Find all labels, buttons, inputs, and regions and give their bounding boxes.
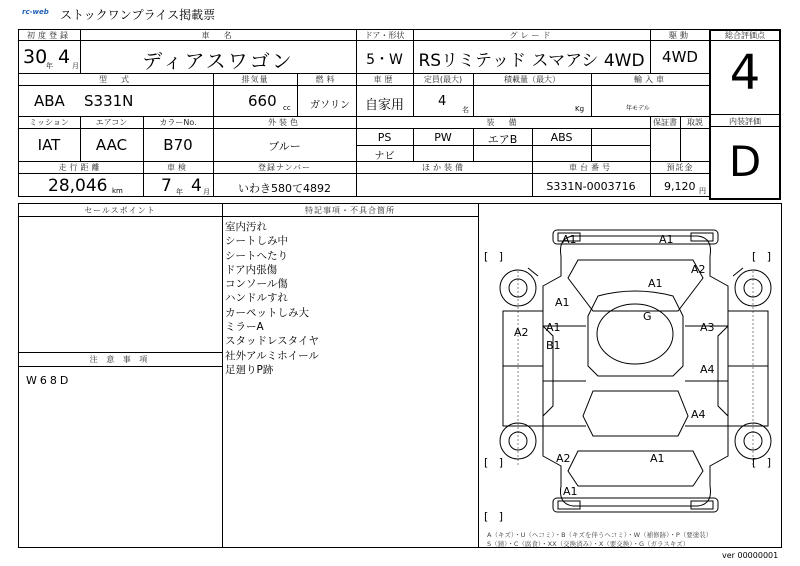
label-history: 車歴	[373, 75, 396, 84]
mark-roof: G	[643, 310, 652, 323]
note-item: コンソール傷	[225, 278, 288, 291]
legend-line-1: A（キズ）・U（ヘコミ）・B（キズを伴うヘコミ）・W（補修跡）・P（要塗装）	[487, 531, 713, 539]
mark-rear-right: A1	[650, 452, 665, 465]
note-item: 足廻りP跡	[225, 363, 274, 376]
plate-number: いわき580て4892	[238, 182, 331, 195]
drive: 4WD	[662, 48, 698, 66]
label-manual: 取説	[687, 118, 703, 127]
label-displacement: 排気量	[241, 75, 269, 84]
label-car-name: 車 名	[201, 31, 235, 40]
inspection-year-unit: 年	[176, 188, 183, 196]
legend-line-2: S（錆）・C（腐食）・XX（交換済み）・X（要交換）・G（ガラスキズ）	[487, 540, 690, 548]
overall-score: 4	[729, 45, 761, 101]
label-first-reg: 初度登録	[27, 31, 71, 40]
mark-left-fender: A1	[555, 296, 570, 309]
car-name: ディアスワゴン	[142, 49, 294, 73]
inspection-month: 4	[191, 176, 202, 196]
mark-right-rear-fender: A4	[691, 408, 706, 421]
note-item: ドア内張傷	[225, 263, 278, 276]
mark-right-fender: A2	[691, 263, 706, 276]
label-door: ドア・形状	[364, 31, 405, 40]
yen-unit: 円	[699, 187, 706, 195]
model: S331N	[84, 92, 134, 110]
label-mileage: 走行距離	[58, 163, 103, 172]
fuel: ガソリン	[310, 100, 350, 111]
bracket-bottom: [ ]	[484, 510, 504, 523]
exterior-color: ブルー	[268, 140, 301, 153]
equip-1-4: ABS	[550, 131, 573, 144]
load-unit: Kg	[575, 105, 585, 113]
label-caution: 注 意 事 項	[89, 355, 151, 364]
page-title: ストックワンプライス掲載票	[60, 8, 216, 22]
label-sales-point: セールスポイント	[84, 206, 156, 215]
label-interior: 内装評価	[729, 117, 761, 126]
equip-1-2: PW	[434, 131, 452, 144]
caution-text: W68D	[26, 374, 72, 387]
label-import: 輸入車	[634, 75, 667, 84]
model-prefix: ABA	[34, 92, 65, 110]
car-damage-diagram	[478, 216, 781, 528]
displacement: 660	[248, 92, 277, 110]
label-aircon: エアコン	[95, 118, 128, 127]
label-inspection: 車検	[167, 163, 189, 172]
history: 自家用	[364, 98, 404, 113]
deposit: 9,120	[664, 180, 696, 193]
label-mission: ミッション	[29, 118, 69, 127]
label-overall-score: 総合評価点	[725, 31, 765, 40]
mark-left-door-2: A1	[546, 321, 561, 334]
aircon: AAC	[95, 136, 128, 154]
label-drive: 駆動	[669, 31, 691, 40]
bracket-left-top: [ ]	[484, 250, 504, 263]
mark-right-rear-door: A4	[700, 363, 715, 376]
notes-list	[225, 220, 319, 377]
mark-front-right: A1	[659, 233, 674, 246]
first-reg-month: 4	[58, 46, 71, 68]
label-warranty: 保証書	[653, 118, 677, 127]
label-other-equip: ほか装備	[422, 163, 466, 172]
label-chassis: 車台番号	[569, 163, 613, 172]
note-item: ミラーA	[225, 321, 264, 334]
color-no: B70	[163, 136, 193, 154]
version: ver 00000001	[722, 551, 779, 560]
note-item: シートしみ中	[225, 235, 288, 248]
mark-left-front-door: A2	[514, 326, 529, 339]
inspection-year: 7	[161, 176, 172, 196]
equip-1-1: PS	[377, 131, 392, 144]
capacity: 4	[438, 94, 447, 109]
label-color-no: カラーNo.	[159, 118, 197, 127]
year-unit: 年	[46, 62, 53, 70]
label-plate: 登録ナンバー	[257, 163, 312, 172]
door-shape: 5・W	[366, 52, 403, 68]
mark-right-front-door: A3	[700, 321, 715, 334]
grade: RSリミテッド スマアシ 4WD	[418, 51, 645, 71]
interior-score: D	[728, 137, 762, 186]
note-item: 室内汚れ	[225, 221, 267, 233]
mark-left-rear: A2	[556, 452, 571, 465]
equip-2-1: ナビ	[374, 151, 395, 162]
mileage: 28,046	[48, 176, 108, 196]
mark-rear-bumper: A1	[563, 485, 578, 498]
label-model: 型 式	[99, 75, 132, 84]
capacity-unit: 名	[462, 106, 469, 114]
year-model: 年モデル	[626, 105, 650, 112]
label-exterior: 外装色	[268, 118, 301, 127]
note-item: カーペットしみ大	[225, 306, 309, 319]
equip-1-3: エアB	[487, 133, 518, 146]
label-equipment: 装 備	[486, 118, 520, 127]
mark-front-left: A1	[562, 233, 577, 246]
logo: rc-web	[22, 8, 49, 16]
mission: IAT	[37, 136, 61, 154]
km-unit: km	[112, 187, 123, 195]
label-notes: 特記事項・不具合箇所	[305, 206, 395, 215]
mark-left-door-3: B1	[546, 339, 561, 352]
label-grade: グレード	[509, 31, 554, 40]
label-capacity: 定員(最大)	[423, 75, 463, 84]
mark-hood: A1	[648, 277, 663, 290]
label-fuel: 燃料	[315, 75, 338, 84]
bracket-right-bottom: [ ]	[752, 456, 772, 469]
note-item: 社外アルミホイール	[225, 349, 319, 362]
label-load: 積載量（最大）	[504, 75, 560, 84]
bracket-left-bottom: [ ]	[484, 456, 504, 469]
inspection-month-unit: 月	[203, 188, 210, 196]
cc-unit: cc	[283, 104, 291, 112]
note-item: ハンドルすれ	[225, 292, 288, 305]
label-deposit: 預託金	[666, 163, 694, 172]
bracket-right-top: [ ]	[752, 250, 772, 263]
note-item: シートへたり	[225, 249, 288, 262]
chassis-number: S331N-0003716	[546, 180, 636, 193]
month-unit: 月	[72, 62, 79, 70]
first-reg-year: 30	[23, 46, 48, 68]
note-item: スタッドレスタイヤ	[225, 335, 319, 348]
